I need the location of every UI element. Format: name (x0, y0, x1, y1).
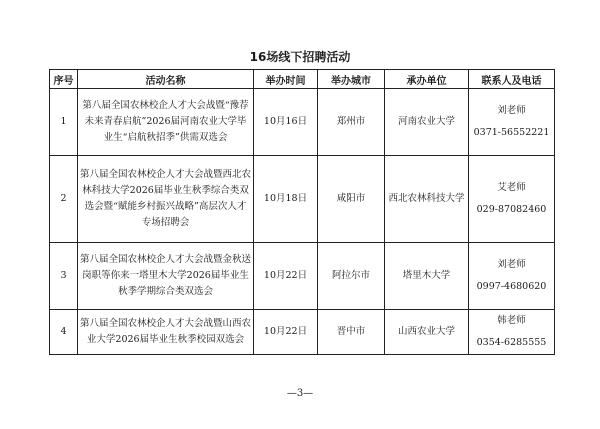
contact-phone: 0354-6285555 (476, 337, 547, 348)
table-row (50, 156, 555, 243)
event-contact (469, 243, 555, 310)
table-row (50, 243, 555, 310)
event-contact (469, 310, 555, 355)
event-date: 10月22日 (254, 243, 318, 310)
page-title: 16场线下招聘活动 (249, 50, 351, 64)
event-organizer: 塔里木大学 (385, 243, 469, 310)
events-table (49, 69, 555, 355)
table-header-row (50, 70, 555, 89)
contact-name: 刘老师 (497, 105, 526, 116)
header-date: 举办时间 (254, 70, 318, 89)
event-city: 咸阳市 (318, 156, 385, 243)
header-contact: 联系人及电话 (469, 70, 555, 89)
event-name: 第八届全国农林校企人才大会战暨山西农业大学2026届毕业生秋季校园双选会 (78, 310, 254, 355)
event-contact (469, 156, 555, 243)
event-organizer: 河南农业大学 (385, 89, 469, 156)
table-row (50, 89, 555, 156)
page-number: —3— (286, 388, 314, 399)
contact-name: 韩老师 (497, 315, 526, 326)
event-name: 第八届全国农林校企人才大会战暨“豫荐未来青春启航”2026届河南农业大学毕业生“启航秋招季”供需双选会 (78, 89, 254, 156)
header-event-name: 活动名称 (78, 70, 254, 89)
row-index: 1 (50, 89, 78, 156)
contact-phone: 029-87082460 (476, 204, 547, 215)
event-name: 第八届全国农林校企人才大会战暨西北农林科技大学2026届毕业生秋季综合类双选会暨“赋能乡村振兴战略”高层次人才专场招聘会 (78, 156, 254, 243)
row-index: 2 (50, 156, 78, 243)
event-date: 10月16日 (254, 89, 318, 156)
header-city: 举办城市 (318, 70, 385, 89)
row-index: 3 (50, 243, 78, 310)
event-contact (469, 89, 555, 156)
contact-name: 刘老师 (497, 259, 526, 270)
header-index: 序号 (50, 70, 78, 89)
contact-phone: 0997-4680620 (476, 281, 547, 292)
event-organizer: 西北农林科技大学 (385, 156, 469, 243)
event-organizer: 山西农业大学 (385, 310, 469, 355)
event-date: 10月22日 (254, 310, 318, 355)
contact-name: 艾老师 (497, 182, 526, 193)
header-organizer: 承办单位 (385, 70, 469, 89)
event-date: 10月18日 (254, 156, 318, 243)
table-row (50, 310, 555, 355)
event-city: 郑州市 (318, 89, 385, 156)
event-city: 晋中市 (318, 310, 385, 355)
row-index: 4 (50, 310, 78, 355)
contact-phone: 0371-56552221 (473, 127, 550, 138)
event-name: 第八届全国农林校企人才大会战暨金秋送岗职等你来一塔里木大学2026届毕业生秋季学期综合类双选会 (78, 243, 254, 310)
event-city: 阿拉尔市 (318, 243, 385, 310)
